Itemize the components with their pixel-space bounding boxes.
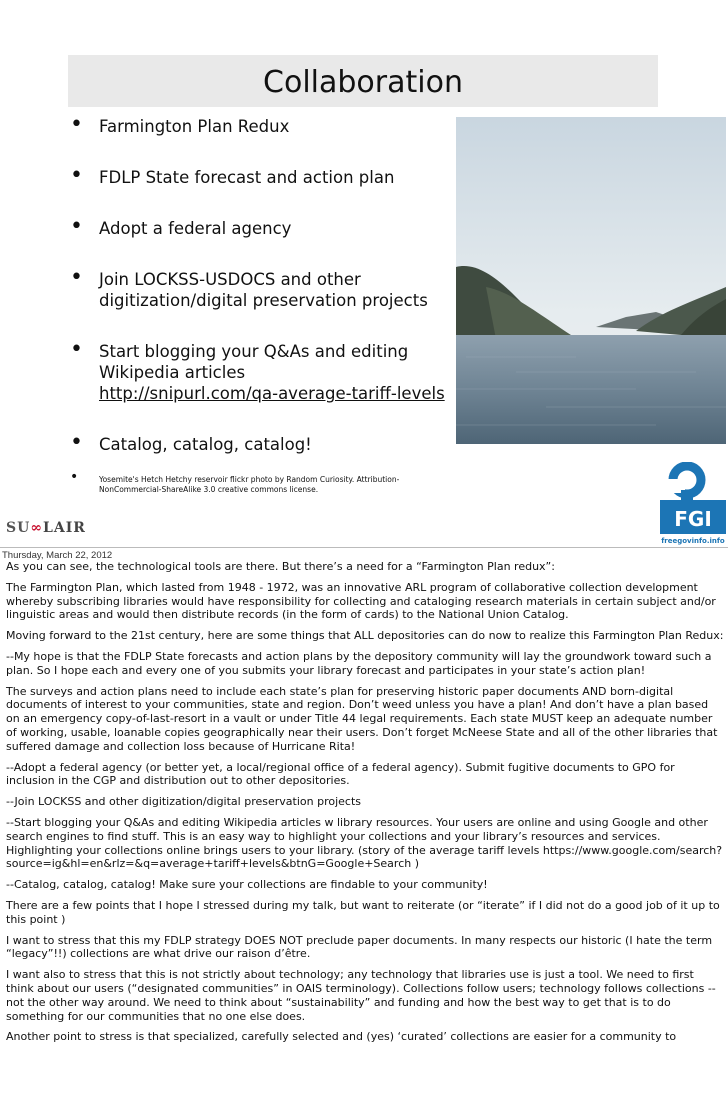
bullet-item: • Start blogging your Q&As and editing Wikipedia articles http://snipurl.com/qa-average-tariff-levels — [70, 341, 450, 404]
bullet-item: • Catalog, catalog, catalog! — [70, 434, 450, 455]
notes-paragraph: Moving forward to the 21st century, here are some things that ALL depositories can do now to realize this Farmington Plan Redux: — [6, 629, 724, 643]
slide-divider — [0, 547, 728, 548]
notes-paragraph: I want to stress that this my FDLP strategy DOES NOT preclude paper documents. In many respects our historic (I hate the term “legacy”!!) collections are what drive our raison d’être. — [6, 933, 713, 961]
slide-bullet-list — [70, 116, 450, 525]
notes-paragraph: There are a few points that I hope I stressed during my talk, but want to reiterate (or “iterate” if I did not do a good job of it up to this point ) — [6, 898, 720, 926]
fgi-logo — [657, 462, 727, 546]
slide — [0, 0, 728, 546]
fgi-badge-text: FGI — [674, 507, 712, 531]
slide-title: Collaboration — [263, 65, 463, 100]
sulair-logo: SU∞LAIR — [6, 520, 86, 536]
fgi-url-text: freegovinfo.info — [661, 537, 725, 545]
bullet-item: • Join LOCKSS-USDOCS and other digitization/digital preservation projects — [70, 269, 450, 311]
date-label: Thursday, March 22, 2012 — [2, 550, 113, 561]
notes-paragraph: --Catalog, catalog, catalog! Make sure your collections are findable to your community! — [6, 878, 488, 892]
photo-credit: • Yosemite's Hetch Hetchy reservoir flickr photo by Random Curiosity. Attribution- NonCommercial-ShareAlike 3.0 creative commons license. — [70, 475, 450, 495]
notes-paragraph: As you can see, the technological tools are there. But there’s a need for a “Farmington Plan redux”: — [6, 560, 555, 573]
reservoir-photo — [456, 117, 726, 444]
notes-paragraph: --Adopt a federal agency (or better yet, a local/regional office of a federal agency). Submit fugitive documents to GPO for inclusion in the CGP and distribution out to other depositories. — [6, 760, 675, 788]
bullet-item: • FDLP State forecast and action plan — [70, 167, 450, 188]
bullet-item: • Adopt a federal agency — [70, 218, 450, 239]
notes-paragraph: I want also to stress that this is not strictly about technology; any technology that libraries use is just a tool. We need to first think about our users (“designated communities” in OAIS terminology). Collections follow users; technology follows collections -- not the other way around. We need to think about “sustainability” and funding and how the best way to get that is to do something for our communities that no one else does. — [6, 968, 716, 1023]
notes-paragraph: --My hope is that the FDLP State forecasts and action plans by the depository community will lay the groundwork toward such a plan. So I hope each and every one of you submits your library forecast and participates in your state’s action plan! — [6, 649, 712, 677]
speaker-notes — [6, 560, 724, 1051]
notes-paragraph: --Start blogging your Q&As and editing Wikipedia articles w library resources. Your users are online and using Google and other search engines to find stuff. This is an easy way to highlight your collections and your library’s resources and services. Highlighting your collections online brings users to your library. (story of the average tariff levels https://www.google.com/search?source=ig&hl=en&rlz=&q=average+tariff+levels&btnG=Google+Search ) — [6, 815, 723, 871]
notes-paragraph: The Farmington Plan, which lasted from 1948 - 1972, was an innovative ARL program of collaborative collection development whereby subscribing libraries would have responsibility for collecting and cataloging research materials in certain subject and/or linguistic areas and would then distribute records (in the form of cards) to the National Union Catalog. — [6, 580, 716, 622]
snipurl-link[interactable]: http://snipurl.com/qa-average-tariff-levels — [99, 384, 445, 403]
bullet-item: • Farmington Plan Redux — [70, 116, 450, 137]
notes-paragraph: --Join LOCKSS and other digitization/digital preservation projects — [6, 795, 361, 809]
notes-paragraph: Another point to stress is that specialized, carefully selected and (yes) ‘curated’ collections are easier for a community to — [6, 1030, 677, 1044]
notes-paragraph: The surveys and action plans need to include each state’s plan for preserving historic paper documents AND born-digital documents of interest to your communities, state and region. Don’t weed unless you have a plan! And don’t have a plan based on an emergency copy-of-last-resort in a vault or under Title 44 legal requirements. Each state MUST keep an adequate number of working, usable, loanable copies geographically near their users. Don’t forget McNeese State and all of the other libraries that suffered damage and collection loss because of Hurricane Rita! — [6, 684, 718, 753]
slide-title-bar — [68, 55, 658, 107]
